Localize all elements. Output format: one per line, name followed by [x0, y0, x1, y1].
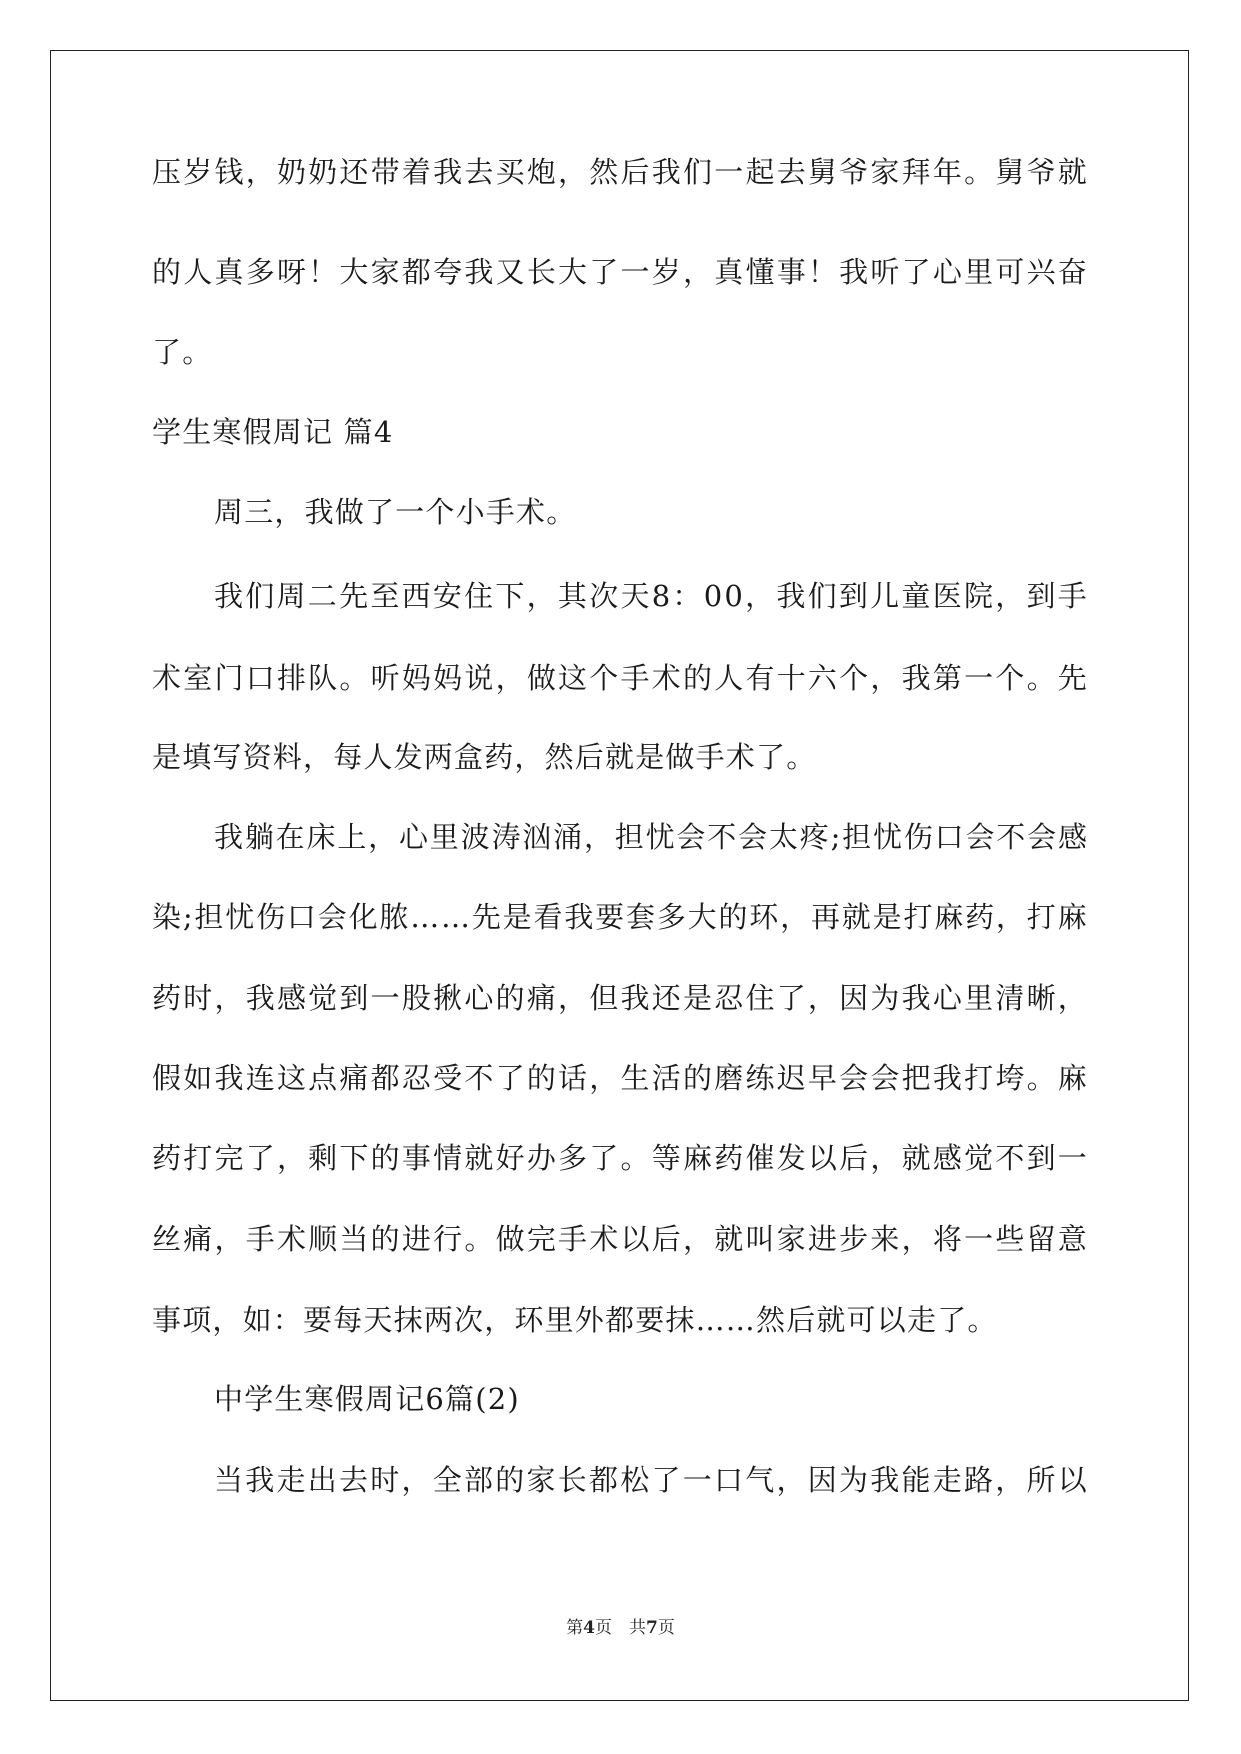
footer-prefix: 第: [566, 1618, 584, 1638]
total-page-number: 7: [646, 1618, 658, 1638]
text-line: 当 我 走 出 去 时 ， 全 部 的 家 长 都 松 了 一 口 气 ， 因 为 我 能 走 路 ， 所 以: [214, 1463, 1087, 1497]
text-line: 药 时 ， 我 感 觉 到 一 股 揪 心 的 痛 ， 但 我 还 是 忍 住 了 ， 因 为 我 心 里 清 晰 ，: [152, 981, 1087, 1015]
text-line: 了。: [152, 335, 213, 369]
text-line: 事项，如：要每天抹两次，环里外都要抹……然后就可以走了。: [152, 1303, 998, 1337]
text-line: 是填写资料，每人发两盒药，然后就是做手术了。: [152, 740, 817, 774]
text-line: 假 如 我 连 这 点 痛 都 忍 受 不 了 的 话 ， 生 活 的 磨 练 迟 早 会 会 把 我 打 垮 。 麻: [152, 1061, 1087, 1095]
current-page-number: 4: [583, 1618, 595, 1638]
page-border: [50, 50, 1189, 1701]
page-footer: [0, 1620, 1241, 1637]
text-line: 染 ; 担 忧 伤 口 会 化 脓 … … 先 是 看 我 要 套 多 大 的 环 ， 再 就 是 打 麻 药 ， 打 麻: [152, 900, 1087, 934]
section-heading: 中学生寒假周记6篇(2): [214, 1382, 520, 1416]
text-line: 术 室 门 口 排 队 。 听 妈 妈 说 ， 做 这 个 手 术 的 人 有 十 六 个 ， 我 第 一 个 。 先: [152, 661, 1087, 695]
section-heading: 学生寒假周记 篇4: [152, 415, 394, 449]
footer-suffix: 页: [657, 1618, 675, 1638]
text-line: 我 躺 在 床 上 ， 心 里 波 涛 汹 涌 ， 担 忧 会 不 会 太 疼 ; 担 忧 伤 口 会 不 会 感: [214, 820, 1087, 854]
text-line: 药 打 完 了 ， 剩 下 的 事 情 就 好 办 多 了 。 等 麻 药 催 发 以 后 ， 就 感 觉 不 到 一: [152, 1141, 1087, 1175]
text-line: 丝 痛 ， 手 术 顺 当 的 进 行 。 做 完 手 术 以 后 ， 就 叫 家 进 步 来 ， 将 一 些 留 意: [152, 1222, 1087, 1256]
text-line: 周三，我做了一个小手术。: [214, 495, 577, 529]
text-line: 的 人 真 多 呀 ！ 大 家 都 夸 我 又 长 大 了 一 岁 ， 真 懂 事 ！ 我 听 了 心 里 可 兴 奋: [152, 255, 1087, 289]
text-line: 我 们 周 二 先 至 西 安 住 下 ， 其 次 天 8 ： 0 0 ， 我 们 到 儿 童 医 院 ， 到 手: [214, 579, 1087, 613]
footer-mid: 页 共: [595, 1618, 646, 1638]
text-line: 压 岁 钱 ， 奶 奶 还 带 着 我 去 买 炮 ， 然 后 我 们 一 起 去 舅 爷 家 拜 年 。 舅 爷 就: [152, 155, 1087, 189]
